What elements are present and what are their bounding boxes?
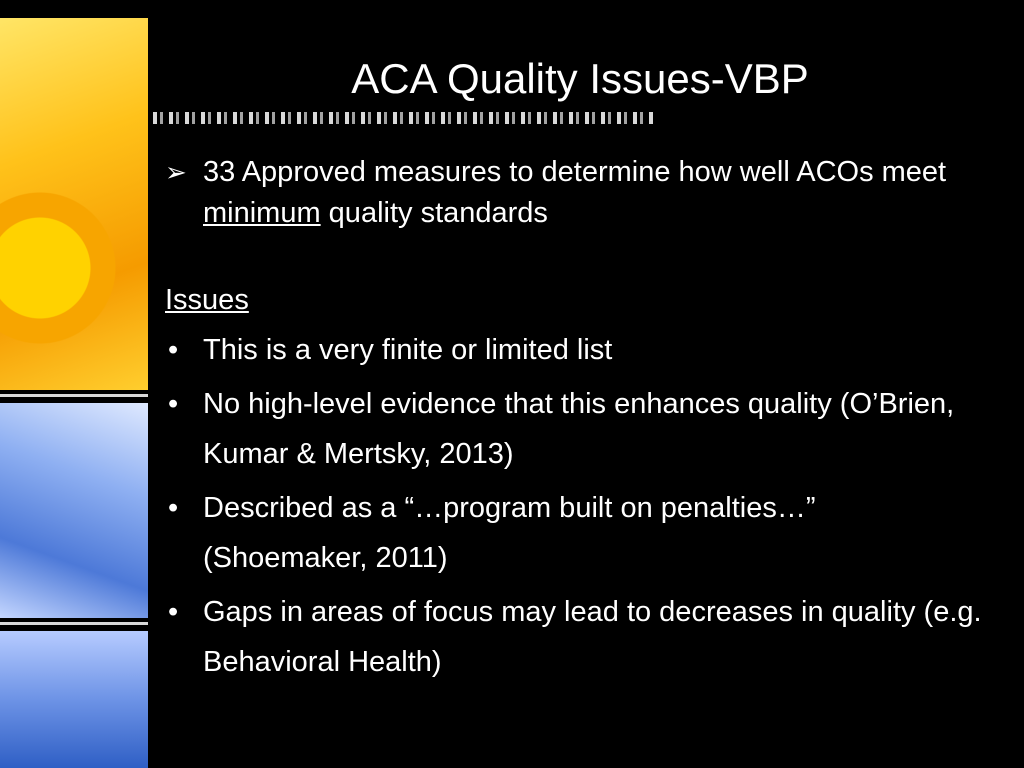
list-item-text: This is a very finite or limited list [203, 334, 613, 366]
decorative-image-strip [0, 18, 148, 768]
arrow-bullet-icon: ➢ [165, 157, 187, 187]
point-text-pre: 33 Approved measures to determine how well ACOs meet [203, 156, 947, 188]
divider [0, 622, 148, 625]
list-item [165, 483, 985, 583]
stethoscope-image [0, 18, 148, 390]
divider [0, 394, 148, 397]
list-item [165, 587, 985, 687]
list-item-text: Described as a “…program built on penalties…” (Shoemaker, 2011) [203, 492, 816, 574]
medical-tools-image [0, 403, 148, 618]
syringe-image [0, 631, 148, 768]
list-item-text: Gaps in areas of focus may lead to decreases in quality (e.g. Behavioral Health) [203, 596, 982, 678]
arrow-point [165, 152, 985, 234]
point-text-post: quality standards [320, 197, 548, 229]
bullet-icon: • [168, 334, 179, 366]
slide-content [165, 152, 985, 691]
list-item [165, 379, 985, 479]
slide-title: ACA Quality Issues-VBP [351, 55, 809, 102]
list-item [165, 325, 985, 375]
bullet-icon: • [168, 596, 179, 628]
list-item-text: No high-level evidence that this enhances quality (O’Brien, Kumar & Mertsky, 2013) [203, 388, 955, 470]
title-decoration [153, 112, 653, 124]
bullet-icon: • [168, 388, 179, 420]
issues-list [165, 325, 985, 687]
point-text-underlined: minimum [203, 197, 321, 229]
bullet-icon: • [168, 492, 179, 524]
issues-heading: Issues [165, 284, 249, 316]
